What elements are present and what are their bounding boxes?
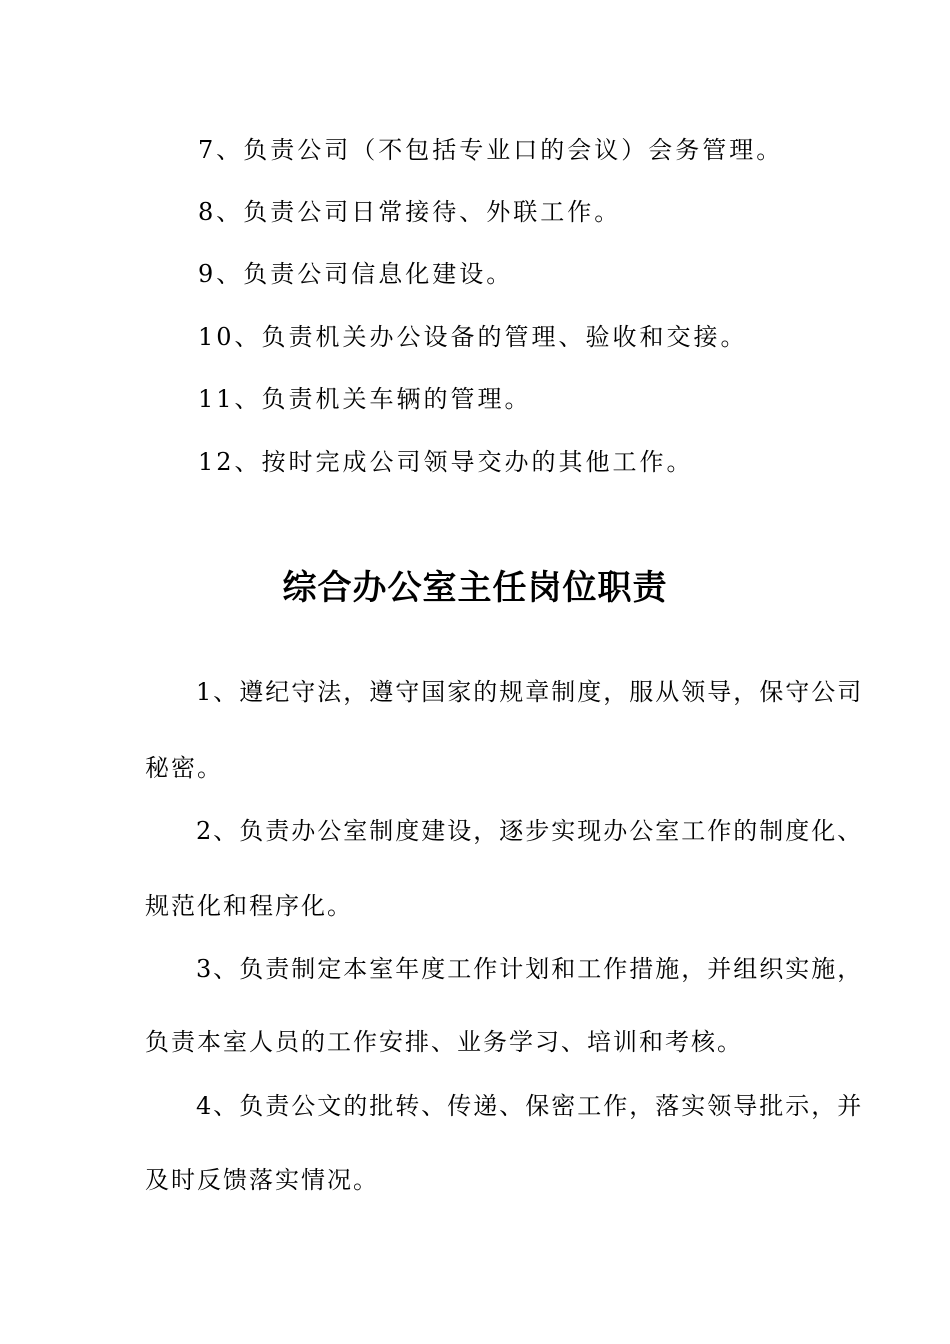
list-item-7: 7、负责公司（不包括专业口的会议）会务管理。 bbox=[198, 136, 784, 164]
paragraph-1-line-2: 秘密。 bbox=[145, 754, 223, 782]
paragraph-3-line-2: 负责本室人员的工作安排、业务学习、培训和考核。 bbox=[145, 1028, 743, 1056]
list-item-12: 12、按时完成公司领导交办的其他工作。 bbox=[198, 448, 694, 476]
paragraph-3-line-1: 3、负责制定本室年度工作计划和工作措施，并组织实施， bbox=[196, 955, 864, 983]
paragraph-2-line-1: 2、负责办公室制度建设，逐步实现办公室工作的制度化、 bbox=[196, 817, 864, 845]
list-item-11: 11、负责机关车辆的管理。 bbox=[198, 385, 532, 413]
paragraph-4-line-1: 4、负责公文的批转、传递、保密工作，落实领导批示，并 bbox=[196, 1092, 864, 1120]
list-item-9: 9、负责公司信息化建设。 bbox=[198, 260, 514, 288]
section-title: 综合办公室主任岗位职责 bbox=[282, 568, 668, 608]
paragraph-4-line-2: 及时反馈落实情况。 bbox=[145, 1166, 379, 1194]
paragraph-2-line-2: 规范化和程序化。 bbox=[145, 892, 353, 920]
paragraph-1-line-1: 1、遵纪守法，遵守国家的规章制度，服从领导，保守公司 bbox=[196, 678, 864, 706]
list-item-8: 8、负责公司日常接待、外联工作。 bbox=[198, 198, 622, 226]
list-item-10: 10、负责机关办公设备的管理、验收和交接。 bbox=[198, 323, 748, 351]
